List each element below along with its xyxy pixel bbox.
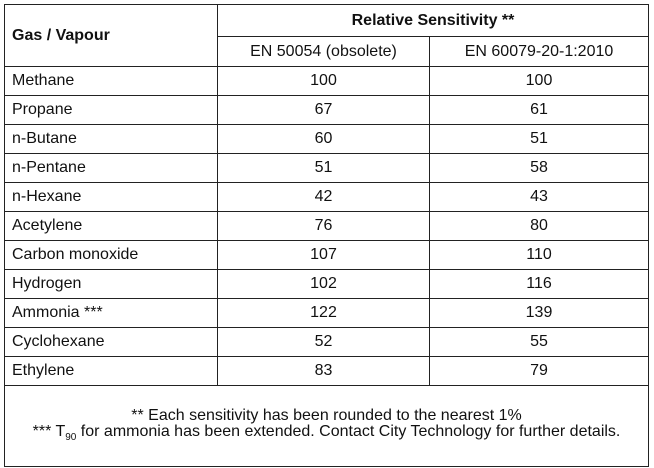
gas-name-cell: Carbon monoxide xyxy=(5,241,218,270)
en60079-value-cell: 79 xyxy=(430,357,649,386)
en50054-value-cell: 52 xyxy=(218,328,430,357)
table-row xyxy=(5,299,649,328)
gas-name-cell: Ethylene xyxy=(5,357,218,386)
gas-name-cell: Acetylene xyxy=(5,212,218,241)
en60079-value-cell: 61 xyxy=(430,96,649,125)
footnote-t90-subscript: 90 xyxy=(65,431,77,443)
gas-vapour-header: Gas / Vapour xyxy=(5,5,218,67)
table-row xyxy=(5,212,649,241)
en50054-value-cell: 122 xyxy=(218,299,430,328)
en50054-header: EN 50054 (obsolete) xyxy=(218,37,430,67)
gas-name-cell: Propane xyxy=(5,96,218,125)
en50054-value-cell: 102 xyxy=(218,270,430,299)
table-row xyxy=(5,96,649,125)
en50054-value-cell: 83 xyxy=(218,357,430,386)
en60079-value-cell: 51 xyxy=(430,125,649,154)
table-row xyxy=(5,67,649,96)
en60079-value-cell: 55 xyxy=(430,328,649,357)
en50054-value-cell: 67 xyxy=(218,96,430,125)
footnote-ammonia-prefix: *** T xyxy=(32,422,66,440)
footnotes xyxy=(5,386,649,467)
en50054-value-cell: 100 xyxy=(218,67,430,96)
table-body xyxy=(5,67,649,386)
footnote-ammonia xyxy=(11,424,642,443)
gas-name-cell: Cyclohexane xyxy=(5,328,218,357)
en60079-value-cell: 80 xyxy=(430,212,649,241)
footnote-rounding: ** Each sensitivity has been rounded to the nearest 1% xyxy=(131,406,522,424)
table-row xyxy=(5,328,649,357)
en50054-value-cell: 76 xyxy=(218,212,430,241)
table-row xyxy=(5,154,649,183)
en60079-value-cell: 100 xyxy=(430,67,649,96)
en60079-value-cell: 43 xyxy=(430,183,649,212)
en60079-value-cell: 139 xyxy=(430,299,649,328)
table-row xyxy=(5,183,649,212)
table-row xyxy=(5,270,649,299)
en60079-value-cell: 110 xyxy=(430,241,649,270)
en60079-header: EN 60079-20-1:2010 xyxy=(430,37,649,67)
en50054-value-cell: 107 xyxy=(218,241,430,270)
gas-name-cell: n-Butane xyxy=(5,125,218,154)
footnote-ammonia-text: for ammonia has been extended. Contact City Technology for further details. xyxy=(76,422,621,440)
table-row xyxy=(5,125,649,154)
en60079-value-cell: 58 xyxy=(430,154,649,183)
table-row xyxy=(5,241,649,270)
gas-name-cell: Hydrogen xyxy=(5,270,218,299)
en60079-value-cell: 116 xyxy=(430,270,649,299)
gas-name-cell: n-Hexane xyxy=(5,183,218,212)
gas-name-cell: n-Pentane xyxy=(5,154,218,183)
gas-name-cell: Ammonia *** xyxy=(5,299,218,328)
sensitivity-table xyxy=(4,4,649,467)
table-row xyxy=(5,357,649,386)
relative-sensitivity-header: Relative Sensitivity ** xyxy=(218,5,649,37)
en50054-value-cell: 42 xyxy=(218,183,430,212)
en50054-value-cell: 51 xyxy=(218,154,430,183)
en50054-value-cell: 60 xyxy=(218,125,430,154)
gas-name-cell: Methane xyxy=(5,67,218,96)
